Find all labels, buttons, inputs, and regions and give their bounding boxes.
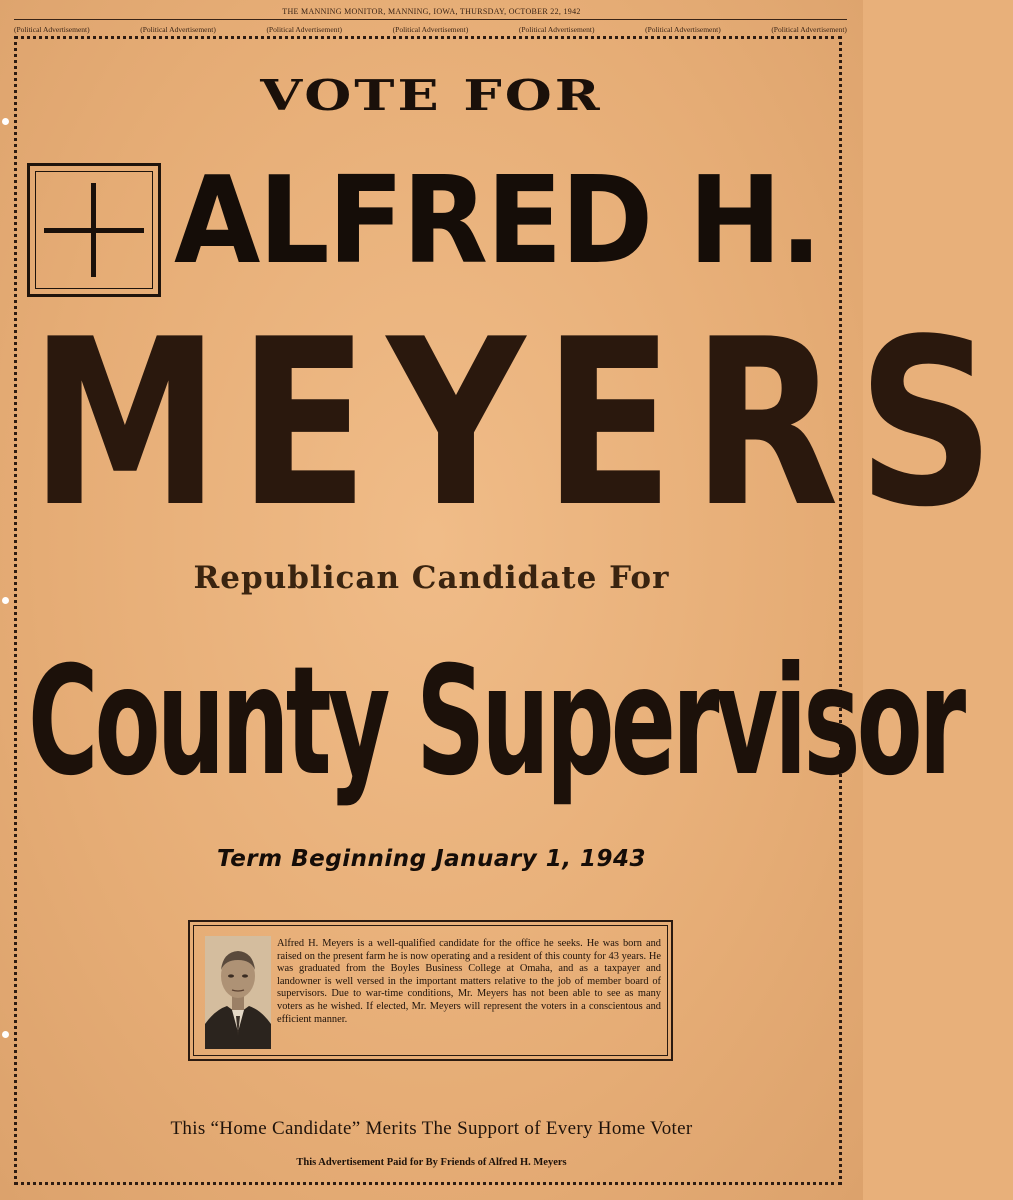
party-line: Republican Candidate For (193, 560, 670, 596)
binder-hole (2, 597, 9, 604)
cross-vertical (91, 183, 96, 277)
vote-for-heading: VOTE FOR (260, 70, 603, 121)
bio-paragraph: Alfred H. Meyers is a well-qualified candidate for the office he seeks. He was born and raised on the present farm he is now operating and a resident of this county for 43 years. He was graduated from the Boyles Business College at Omaha, and as a taxpayer and landowner is well versed in the important matters relative to the job of member board of supervisors. Due to war-time conditions, Mr. Meyers has not been able to see as many voters as he wished. If elected, Mr. Meyers will represent the voters in a conscientous and efficient manner. (277, 938, 661, 1025)
masthead-rule (14, 19, 847, 20)
political-label: (Political Advertisement) (518, 25, 595, 34)
slogan: This “Home Candidate” Merits The Support of Every Home Voter (170, 1118, 693, 1139)
binder-hole (2, 118, 9, 125)
paid-advertisement-note: This Advertisement Paid for By Friends of Alfred H. Meyers (296, 1157, 567, 1168)
bio-box (188, 920, 673, 1061)
candidate-surname: MEYERS (30, 291, 1013, 558)
candidate-first-name: ALFRED H. (174, 152, 821, 291)
political-label: (Political Advertisement) (645, 25, 721, 34)
political-label: (Political Advertisement) (266, 25, 343, 34)
ballot-cross-box (27, 163, 161, 297)
masthead: THE MANNING MONITOR, MANNING, IOWA, THURSDAY, OCTOBER 22, 1942 (282, 7, 581, 16)
binder-hole (2, 1031, 9, 1038)
candidate-portrait (205, 936, 271, 1049)
portrait-illustration (205, 936, 271, 1049)
political-label: (Political Advertisement) (392, 25, 469, 34)
term-line: Term Beginning January 1, 1943 (216, 846, 647, 872)
office-title: County Supervisor (28, 635, 963, 809)
political-label: (Political Advertisement) (14, 25, 90, 34)
political-label: (Political Advertisement) (771, 25, 847, 34)
political-label: (Political Advertisement) (140, 25, 216, 34)
